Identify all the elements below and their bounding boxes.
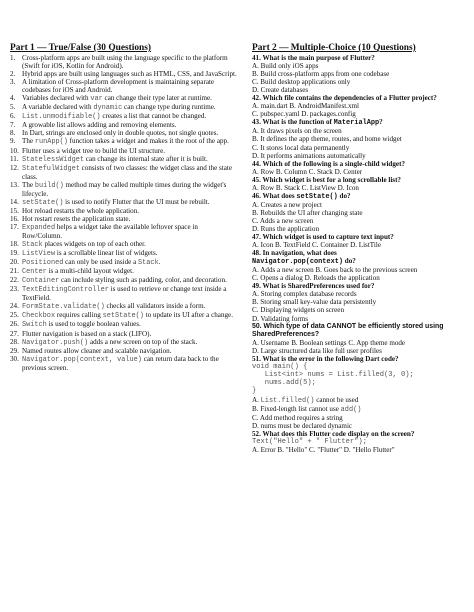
question-number: 15. — [10, 206, 19, 215]
inline-code: TextEditingController — [22, 286, 109, 295]
question-text — [22, 215, 238, 223]
question-text — [22, 258, 238, 267]
text-run: 52. What does this Flutter code display on the screen? — [252, 429, 415, 438]
code-line — [252, 438, 468, 446]
question-item — [10, 338, 238, 347]
text-run: A limitation of Cross-platform development is maintaining separate codebases for iOS and Android. — [22, 78, 215, 95]
mc-option — [252, 315, 468, 323]
text-run: places widgets on top of each other. — [42, 240, 146, 249]
mc-option — [252, 274, 468, 282]
text-run: is a multi-child layout widget. — [46, 267, 134, 276]
question-number: 14. — [10, 197, 19, 206]
question-item — [10, 311, 238, 320]
inline-code: Navigator.push() — [22, 338, 89, 347]
mc-question — [252, 54, 468, 62]
text-run: C. pubspec.yaml D. packages.config — [252, 110, 356, 119]
question-number: 22. — [10, 276, 19, 285]
mc-option — [252, 135, 468, 143]
text-run: Text("Hello" + " Flutter"); — [252, 437, 367, 446]
text-run: 46. What does — [252, 191, 297, 200]
question-number: 6. — [10, 112, 16, 121]
question-item — [10, 330, 238, 338]
question-number: 27. — [10, 329, 19, 338]
question-number: 13. — [10, 180, 19, 189]
text-run: A. Storing complex database records — [252, 290, 357, 299]
question-item — [10, 302, 238, 311]
text-run: B. Fixed-length list cannot use — [252, 404, 341, 413]
question-text — [22, 302, 238, 311]
question-text — [22, 249, 238, 258]
mc-option — [252, 347, 468, 355]
mc-question — [252, 118, 468, 127]
inline-code: setState() — [22, 198, 64, 207]
text-run: 43. What is the function of — [252, 118, 334, 127]
text-run: D. Runs the application — [252, 224, 319, 233]
mc-option — [252, 70, 468, 78]
question-text — [22, 276, 238, 285]
text-run: A growable list allows adding and removing elements. — [22, 121, 177, 130]
part1-column — [10, 42, 238, 372]
inline-code: add() — [340, 405, 362, 414]
mc-option — [252, 225, 468, 233]
inline-code: Expanded — [22, 223, 56, 232]
question-number: 17. — [10, 222, 19, 231]
inline-code: ListView — [22, 250, 56, 259]
inline-code: FormState.validate() — [22, 303, 105, 312]
text-run: can include styling such as padding, color, and decoration. — [59, 276, 227, 285]
question-text — [22, 70, 238, 78]
inline-code: runApp() — [34, 138, 68, 147]
text-run: D. Validating forms — [252, 314, 309, 323]
question-number: 25. — [10, 311, 19, 320]
text-run: D. nums must be declared dynamic — [252, 421, 353, 430]
text-run: List<int> nums = List.filled(3, 0); — [252, 370, 414, 379]
text-run: 42. Which file contains the dependencies of a Flutter project? — [252, 94, 437, 103]
question-number: 3. — [10, 78, 16, 87]
part1-title: Part 1 — True/False (30 Questions) — [10, 43, 152, 53]
mc-option — [252, 102, 468, 110]
question-number: 30. — [10, 354, 19, 363]
text-run: is used to notify Flutter that the UI must be rebuilt. — [63, 197, 210, 206]
text-run: ? — [379, 118, 383, 127]
inline-code: List.filled() — [260, 396, 315, 405]
mc-option — [252, 209, 468, 217]
question-number: 10. — [10, 146, 19, 155]
inline-code: Navigator.pop(context) — [252, 258, 343, 267]
text-run: Hybrid apps are built using languages such as HTML, CSS, and JavaScript. — [22, 70, 237, 79]
mc-option — [252, 184, 468, 192]
mc-question — [252, 249, 468, 257]
text-run: D. It performs animations automatically — [252, 151, 366, 160]
text-run: 47. Which widget is used to capture text input? — [252, 233, 394, 242]
mc-question — [252, 323, 468, 339]
question-item — [10, 137, 238, 146]
question-number: 5. — [10, 103, 16, 112]
question-item — [10, 121, 238, 129]
part2-question-list — [252, 54, 468, 454]
question-number: 1. — [10, 54, 16, 62]
text-run: Cross-platform apps are built using the language specific to the platform (Swift for iOS, Kotlin for Android). — [22, 54, 228, 71]
part2-column — [252, 42, 468, 454]
text-run: Hot reload restarts the whole application. — [22, 206, 140, 215]
inline-code: StatefulWidget — [22, 164, 80, 173]
mc-option — [252, 446, 468, 454]
mc-option — [252, 396, 468, 405]
inline-code: List.unmodifiable() — [22, 113, 101, 122]
mc-option — [252, 86, 468, 94]
text-run: method may be called multiple times during the widget's lifecycle. — [22, 180, 227, 198]
question-text — [22, 121, 238, 129]
mc-option — [252, 422, 468, 430]
question-text — [22, 355, 238, 372]
question-number: 2. — [10, 70, 16, 79]
mc-option — [252, 144, 468, 152]
question-item — [10, 70, 238, 78]
inline-code: Navigator.pop(context, value) — [22, 355, 142, 364]
question-number: 9. — [10, 137, 16, 146]
question-text — [22, 112, 238, 121]
part1-question-list — [10, 54, 238, 372]
mc-option — [252, 201, 468, 209]
mc-question — [252, 430, 468, 438]
mc-question — [252, 257, 468, 266]
question-text — [22, 285, 238, 302]
question-item — [10, 181, 238, 198]
question-item — [10, 164, 238, 181]
mc-option — [252, 127, 468, 135]
inline-code: setState() — [296, 192, 338, 201]
text-run: do? — [337, 191, 351, 200]
question-number: 20. — [10, 258, 19, 267]
question-text — [22, 267, 238, 276]
question-item — [10, 198, 238, 207]
question-text — [22, 223, 238, 240]
question-item — [10, 103, 238, 112]
question-text — [22, 129, 238, 137]
inline-code: MaterialApp — [333, 119, 380, 128]
mc-question — [252, 192, 468, 201]
text-run: nums.add(5); — [252, 379, 316, 388]
text-run: Hot restart resets the application state. — [22, 214, 131, 223]
question-text — [22, 155, 238, 164]
text-run: 41. What is the main purpose of Flutter? — [252, 54, 375, 62]
question-item — [10, 54, 238, 70]
text-run: A. It draws pixels on the screen — [252, 127, 342, 136]
question-number: 4. — [10, 94, 16, 103]
text-run: can return data back to the previous screen. — [22, 354, 219, 372]
question-text — [22, 164, 238, 181]
question-number: 16. — [10, 214, 19, 223]
text-run: C. Build desktop applications only — [252, 78, 351, 87]
question-item — [10, 207, 238, 215]
code-line — [252, 363, 468, 371]
text-run: is a scrollable linear list of widgets. — [55, 249, 158, 258]
text-run: B. Rebuilds the UI after changing state — [252, 208, 363, 217]
text-run: do? — [342, 257, 356, 266]
text-run: checks all validators inside a form. — [104, 302, 206, 311]
question-number: 26. — [10, 320, 19, 329]
text-run: In Dart, strings are enclosed only in double quotes, not single quotes. — [22, 129, 219, 138]
text-run: Named routes allow cleaner and scalable navigation. — [22, 346, 172, 355]
text-run: A. — [252, 395, 261, 404]
text-run: helps a widget take the available leftover space in Row/Column. — [22, 222, 198, 240]
text-run: A. Adds a new screen B. Goes back to the previous screen — [252, 266, 418, 275]
inline-code: Checkbox — [22, 312, 56, 321]
text-run: The — [22, 180, 35, 189]
inline-code: Container — [22, 277, 60, 286]
mc-option — [252, 168, 468, 176]
question-item — [10, 112, 238, 121]
text-run: B. It defines the app theme, routes, and home widget — [252, 135, 402, 144]
question-item — [10, 78, 238, 94]
question-text — [22, 338, 238, 347]
question-item — [10, 155, 238, 164]
mc-option — [252, 152, 468, 160]
text-run: . — [158, 258, 161, 267]
mc-option — [252, 62, 468, 70]
mc-option — [252, 241, 468, 249]
inline-code: var — [90, 95, 103, 104]
question-text — [22, 240, 238, 249]
text-run: can change type during runtime. — [122, 103, 216, 112]
text-run: 50. Which type of data CANNOT be efficiently stored using SharedPreferences? — [252, 322, 444, 338]
code-line — [252, 379, 468, 387]
text-run: The — [22, 137, 35, 146]
mc-question — [252, 355, 468, 363]
text-run: requires calling — [55, 311, 103, 320]
mc-option — [252, 405, 468, 414]
question-number: 24. — [10, 302, 19, 311]
question-text — [22, 181, 238, 198]
mc-option — [252, 290, 468, 298]
text-run: B. Build cross-platform apps from one codebase — [252, 70, 390, 79]
question-text — [22, 137, 238, 146]
question-text — [22, 54, 238, 70]
question-number: 19. — [10, 249, 19, 258]
question-text — [22, 198, 238, 207]
question-item — [10, 94, 238, 103]
text-run: D. Large structured data like full user profiles — [252, 346, 382, 355]
inline-code: Center — [22, 268, 47, 277]
text-run: A. Username B. Boolean settings C. App theme mode — [252, 338, 406, 347]
mc-option — [252, 78, 468, 86]
text-run: } — [252, 387, 257, 396]
mc-option — [252, 339, 468, 347]
inline-code: Positioned — [22, 259, 64, 268]
text-run: C. Displaying widgets on screen — [252, 306, 345, 315]
question-text — [22, 311, 238, 320]
text-run: A. Row B. Column C. Stack D. Center — [252, 167, 363, 176]
inline-code: setState() — [102, 312, 144, 321]
question-text — [22, 207, 238, 215]
part2-title: Part 2 — Multiple-Choice (10 Questions) — [252, 43, 416, 53]
question-item — [10, 320, 238, 329]
text-run: Flutter navigation is based on a stack (LIFO). — [22, 329, 152, 338]
text-run: A. Row B. Stack C. ListView D. Icon — [252, 183, 359, 192]
question-text — [22, 94, 238, 103]
question-number: 28. — [10, 337, 19, 346]
question-text — [22, 330, 238, 338]
mc-question — [252, 282, 468, 290]
text-run: void main() { — [252, 362, 308, 371]
text-run: 44. Which of the following is a single-child widget? — [252, 159, 405, 168]
question-item — [10, 276, 238, 285]
question-number: 21. — [10, 267, 19, 276]
question-item — [10, 267, 238, 276]
text-run: 45. Which widget is best for a long scrollable list? — [252, 175, 401, 184]
question-item — [10, 347, 238, 355]
question-number: 8. — [10, 129, 16, 138]
question-number: 18. — [10, 240, 19, 249]
mc-option — [252, 298, 468, 306]
text-run: can only be used inside a — [63, 258, 139, 267]
text-run: C. Opens a dialog D. Reloads the application — [252, 274, 380, 283]
question-item — [10, 355, 238, 372]
question-text — [22, 103, 238, 112]
inline-code: dynamic — [93, 104, 123, 113]
code-line — [252, 371, 468, 379]
text-run: can change their type later at runtime. — [102, 94, 212, 103]
question-text — [22, 78, 238, 94]
question-text — [22, 147, 238, 155]
mc-question — [252, 233, 468, 241]
text-run: adds a new screen on top of the stack. — [88, 337, 198, 346]
question-item — [10, 215, 238, 223]
text-run: A. main.dart B. AndroidManifest.xml — [252, 102, 359, 111]
mc-option — [252, 266, 468, 274]
mc-option — [252, 414, 468, 422]
inline-code: StatelessWidget — [22, 155, 85, 164]
text-run: A variable declared with — [22, 103, 94, 112]
question-number: 23. — [10, 285, 19, 294]
text-run: cannot be used — [314, 395, 359, 404]
mc-option — [252, 217, 468, 225]
text-run: C. Adds a new screen — [252, 216, 314, 225]
text-run: A. Creates a new project — [252, 200, 322, 209]
question-item — [10, 147, 238, 155]
mc-option — [252, 110, 468, 118]
question-item — [10, 240, 238, 249]
text-run: to update its UI after a change. — [143, 311, 233, 320]
text-run: A. Build only iOS apps — [252, 62, 319, 71]
text-run: A. Icon B. TextField C. Container D. ListTile — [252, 241, 381, 250]
text-run: D. Create databases — [252, 86, 309, 95]
text-run: 51. What is the error in the following Dart code? — [252, 354, 399, 363]
inline-code: Stack — [22, 241, 43, 250]
mc-question — [252, 160, 468, 168]
text-run: Variables declared with — [22, 94, 91, 103]
text-run: consists of two classes: the widget class and the state class. — [22, 163, 232, 181]
text-run: is used to toggle boolean values. — [46, 320, 141, 329]
text-run: B. Storing small key-value data persistently — [252, 298, 377, 307]
inline-code: Switch — [22, 321, 47, 330]
question-number: 7. — [10, 121, 16, 130]
inline-code: build() — [34, 181, 64, 190]
text-run: C. Add method requires a string — [252, 413, 343, 422]
question-number: 12. — [10, 163, 19, 172]
question-number: 11. — [10, 154, 19, 163]
question-item — [10, 285, 238, 302]
text-run: can change its internal state after it is built. — [84, 154, 208, 163]
text-run: function takes a widget and makes it the root of the app. — [67, 137, 229, 146]
mc-question — [252, 94, 468, 102]
question-item — [10, 129, 238, 137]
text-run: A. Error B. "Hello" C. "Flutter" D. "Hello Flutter" — [252, 446, 395, 455]
question-item — [10, 223, 238, 240]
mc-option — [252, 306, 468, 314]
text-run: C. It stores local data permanently — [252, 143, 350, 152]
question-item — [10, 258, 238, 267]
text-run: 48. In navigation, what does — [252, 249, 337, 258]
inline-code: Stack — [138, 259, 159, 268]
text-run: creates a list that cannot be changed. — [100, 112, 207, 121]
question-item — [10, 249, 238, 258]
text-run: 49. What is SharedPreferences used for? — [252, 282, 375, 291]
mc-question — [252, 176, 468, 184]
text-run: is used to retrieve or change text inside a TextField. — [22, 285, 227, 303]
code-line — [252, 387, 468, 395]
question-text — [22, 347, 238, 355]
question-text — [22, 320, 238, 329]
question-number: 29. — [10, 346, 19, 355]
text-run: Flutter uses a widget tree to build the UI structure. — [22, 146, 166, 155]
